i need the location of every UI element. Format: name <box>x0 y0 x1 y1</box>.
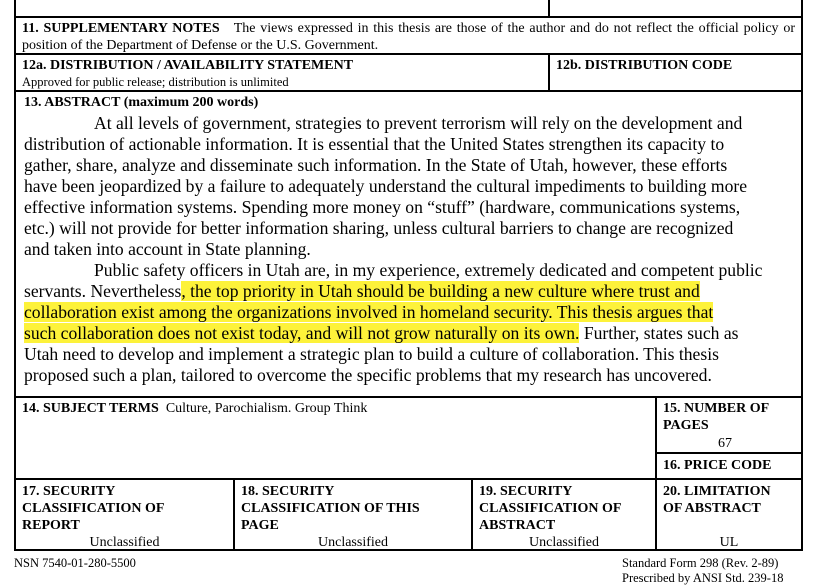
number-of-pages-label-1: 15. NUMBER OF <box>663 401 770 416</box>
nsn-number: NSN 7540-01-280-5500 <box>14 556 136 570</box>
security-abstract-label-3: ABSTRACT <box>479 518 556 533</box>
abstract-line: etc.) will not provide for better information sharing, unless cultural barriers to change are recognized <box>24 218 734 238</box>
distribution-statement-text: Approved for public release; distribution is unlimited <box>22 75 289 89</box>
distribution-statement-box <box>14 53 550 92</box>
abstract-line: effective information systems. Spending more money on “stuff” (hardware, communications systems, <box>24 197 741 217</box>
subject-terms <box>22 400 649 417</box>
abstract-line <box>24 281 796 302</box>
abstract-line: and taken into account in State planning. <box>24 239 311 259</box>
number-of-pages-label-2: PAGES <box>663 418 709 433</box>
number-of-pages-box <box>655 396 803 454</box>
highlighted-text: such collaboration does not exist today, and will not grow naturally on its own. <box>24 323 580 343</box>
security-report-label-1: 17. SECURITY <box>22 484 116 499</box>
security-page-label-1: 18. SECURITY <box>241 484 335 499</box>
abstract-line: gather, share, analyze and disseminate such information. In the State of Utah, however, these efforts <box>24 155 728 175</box>
security-report-label-3: REPORT <box>22 518 80 533</box>
abstract-label: 13. ABSTRACT (maximum 200 words) <box>24 95 259 110</box>
security-page-box <box>233 478 473 551</box>
security-abstract-label-1: 19. SECURITY <box>479 484 573 499</box>
subject-terms-text: Culture, Parochialism. Group Think <box>165 401 368 416</box>
limitation-label-2: OF ABSTRACT <box>663 501 761 516</box>
supplementary-notes-text: The views expressed in this thesis are those of the author and do not reflect the official policy or position of the Department of Defense or the U.S. Government. <box>22 21 795 53</box>
security-report-box <box>14 478 235 551</box>
abstract-line: Utah need to develop and implement a strategic plan to build a culture of collaboration. This thesis <box>24 344 719 364</box>
abstract-box <box>14 90 803 398</box>
limitation-box <box>655 478 803 551</box>
limitation-value: UL <box>719 535 739 550</box>
price-code-box <box>655 452 803 480</box>
limitation-label-1: 20. LIMITATION <box>663 484 771 499</box>
prescribed-by: Prescribed by ANSI Std. 239-18 <box>622 571 784 585</box>
abstract-line: have been jeopardized by a failure to adequately understand the cultural impediments to building more <box>24 176 748 196</box>
highlighted-text: , the top priority in Utah should be building a new culture where trust and <box>181 281 700 301</box>
security-page-label-3: PAGE <box>241 518 279 533</box>
abstract-text: servants. Nevertheless <box>24 281 182 301</box>
abstract-line <box>24 302 796 323</box>
security-report-label-2: CLASSIFICATION OF <box>22 501 165 516</box>
supplementary-notes-box <box>14 16 803 55</box>
supplementary-notes-label: 11. SUPPLEMENTARY NOTES <box>22 21 220 36</box>
distribution-statement-label: 12a. DISTRIBUTION / AVAILABILITY STATEMENT <box>22 58 354 73</box>
abstract-line: At all levels of government, strategies to prevent terrorism will rely on the development and <box>94 113 743 133</box>
security-report-value: Unclassified <box>89 535 160 550</box>
abstract-line: proposed such a plan, tailored to overcome the specific problems that my research has uncovered. <box>24 365 712 385</box>
security-abstract-value: Unclassified <box>529 535 599 550</box>
abstract-line <box>24 323 796 344</box>
highlighted-text: collaboration exist among the organizations involved in homeland security. This thesis argues that <box>24 302 714 322</box>
security-page-value: Unclassified <box>318 535 388 550</box>
number-of-pages-value: 67 <box>718 436 732 451</box>
abstract-paragraph-2 <box>24 260 796 386</box>
subject-terms-box <box>14 396 657 480</box>
security-page-label-2: CLASSIFICATION OF THIS <box>241 501 420 516</box>
standard-form: Standard Form 298 (Rev. 2-89) <box>622 556 779 570</box>
supplementary-notes <box>22 20 795 54</box>
subject-terms-label: 14. SUBJECT TERMS <box>22 401 159 416</box>
abstract-body <box>24 113 796 386</box>
distribution-code-label: 12b. DISTRIBUTION CODE <box>556 58 733 73</box>
price-code-label: 16. PRICE CODE <box>663 458 772 473</box>
abstract-line: distribution of actionable information. It is essential that the United States strengthen its capacity to <box>24 134 725 154</box>
abstract-text: Further, states such as <box>579 323 739 343</box>
security-abstract-label-2: CLASSIFICATION OF <box>479 501 622 516</box>
distribution-code-box <box>548 53 803 92</box>
abstract-paragraph-1 <box>24 113 796 260</box>
security-abstract-box <box>471 478 657 551</box>
abstract-line: Public safety officers in Utah are, in my experience, extremely dedicated and competent public <box>94 260 763 280</box>
